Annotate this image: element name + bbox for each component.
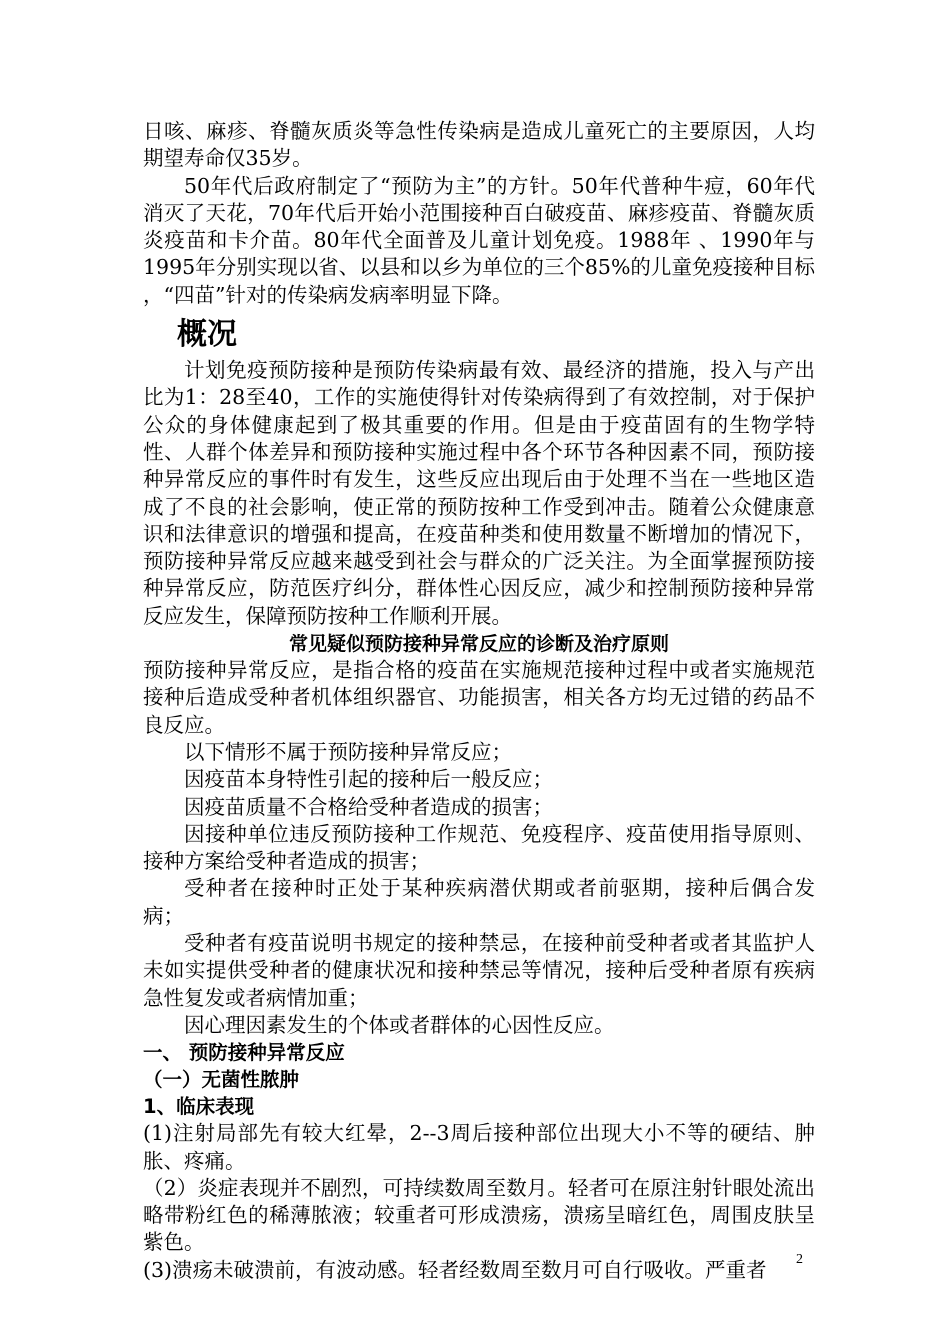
item-heading-clinical: 1、临床表现 — [143, 1095, 255, 1119]
paragraph-overview: 计划免疫预防接种是预防传染病最有效、最经济的措施，投入与产出比为1：28至40，工作的实施使得针对传染病得到了有效控制，对于保护公众的身体健康起到了极其重要的作用。但是由于疫苗固有的生物学特性、人群个体差异和预防接种实施过程中各个环节各种因素不同，预防接种异常反应的事件时有发生，这些反应出现后由于处理不当在一些地区造成了不良的社会影响，使正常的预防按种工作受到冲击。随着公众健康意识和法律意识的增强和提高，在疫苗种类和使用数量不断增加的情况下，预防接种异常反应越来越受到社会与群众的广泛关注。为全面掌握预防接种异常反应，防范医疗纠分，群体性心因反应，减少和控制预防接种异常反应发生，保障预防按种工作顺利开展。 — [143, 358, 815, 628]
paragraph-clinical-3: (3)溃疡未破溃前，有波动感。轻者经数周至数月可自行吸收。严重者 — [143, 1257, 767, 1282]
paragraph-exclusions-intro: 以下情形不属于预防接种异常反应； — [184, 739, 512, 764]
section-heading-1: 一、 预防接种异常反应 — [143, 1041, 345, 1065]
paragraph-clinical-2: （2）炎症表现并不剧烈，可持续数周至数月。轻者可在原注射针眼处流出略带粉红色的稀薄脓液；较重者可形成溃疡，溃疡呈暗红色，周围皮肤呈紫色。 — [143, 1175, 815, 1255]
paragraph-exclusion-4: 受种者在接种时正处于某种疾病潜伏期或者前驱期，接种后偶合发病； — [143, 876, 815, 928]
heading-diagnosis-principles: 常见疑似预防接种异常反应的诊断及治疗原则 — [288, 633, 669, 656]
paragraph-intro-tail: 日咳、麻疹、脊髓灰质炎等急性传染病是造成儿童死亡的主要原因，人均期望寿命仅35岁。 — [143, 119, 815, 171]
paragraph-exclusion-6: 因心理因素发生的个体或者群体的心因性反应。 — [184, 1012, 615, 1037]
subsection-heading-1: （一）无菌性脓肿 — [143, 1068, 300, 1092]
paragraph-clinical-1: (1)注射局部先有较大红晕，2--3周后接种部位出现大小不等的硬结、肿胀、疼痛。 — [143, 1121, 815, 1173]
paragraph-policy-history: 50年代后政府制定了“预防为主”的方针。50年代普种牛痘，60年代消灭了天花，70年代后开始小范围接种百白破疫苗、麻疹疫苗、脊髓灰质炎疫苗和卡介苗。80年代全面普及儿童计划免疫。1988年 、1990年与1995年分别实现以省、以县和以乡为单位的三个85%的儿童免疫接种目标 ，“四苗”针对的传染病发病率明显下降。 — [143, 173, 815, 307]
paragraph-definition: 预防接种异常反应，是指合格的疫苗在实施规范接种过程中或者实施规范接种后造成受种者机体组织器官、功能损害，相关各方均无过错的药品不良反应。 — [143, 658, 815, 737]
paragraph-exclusion-2: 因疫苗质量不合格给受种者造成的损害； — [184, 794, 553, 819]
document-body — [143, 118, 815, 1284]
paragraph-exclusion-1: 因疫苗本身特性引起的接种后一般反应； — [184, 767, 553, 792]
paragraph-exclusion-5: 受种者有疫苗说明书规定的接种禁忌，在接种前受种者或者其监护人未如实提供受种者的健康状况和接种禁忌等情况，接种后受种者原有疾病急性复发或者病情加重； — [143, 931, 815, 1010]
heading-overview: 概况 — [177, 317, 237, 353]
paragraph-exclusion-3: 因接种单位违反预防接种工作规范、免疫程序、疫苗使用指导原则、接种方案给受种者造成的损害； — [143, 821, 815, 874]
page-number: 2 — [796, 1252, 803, 1267]
